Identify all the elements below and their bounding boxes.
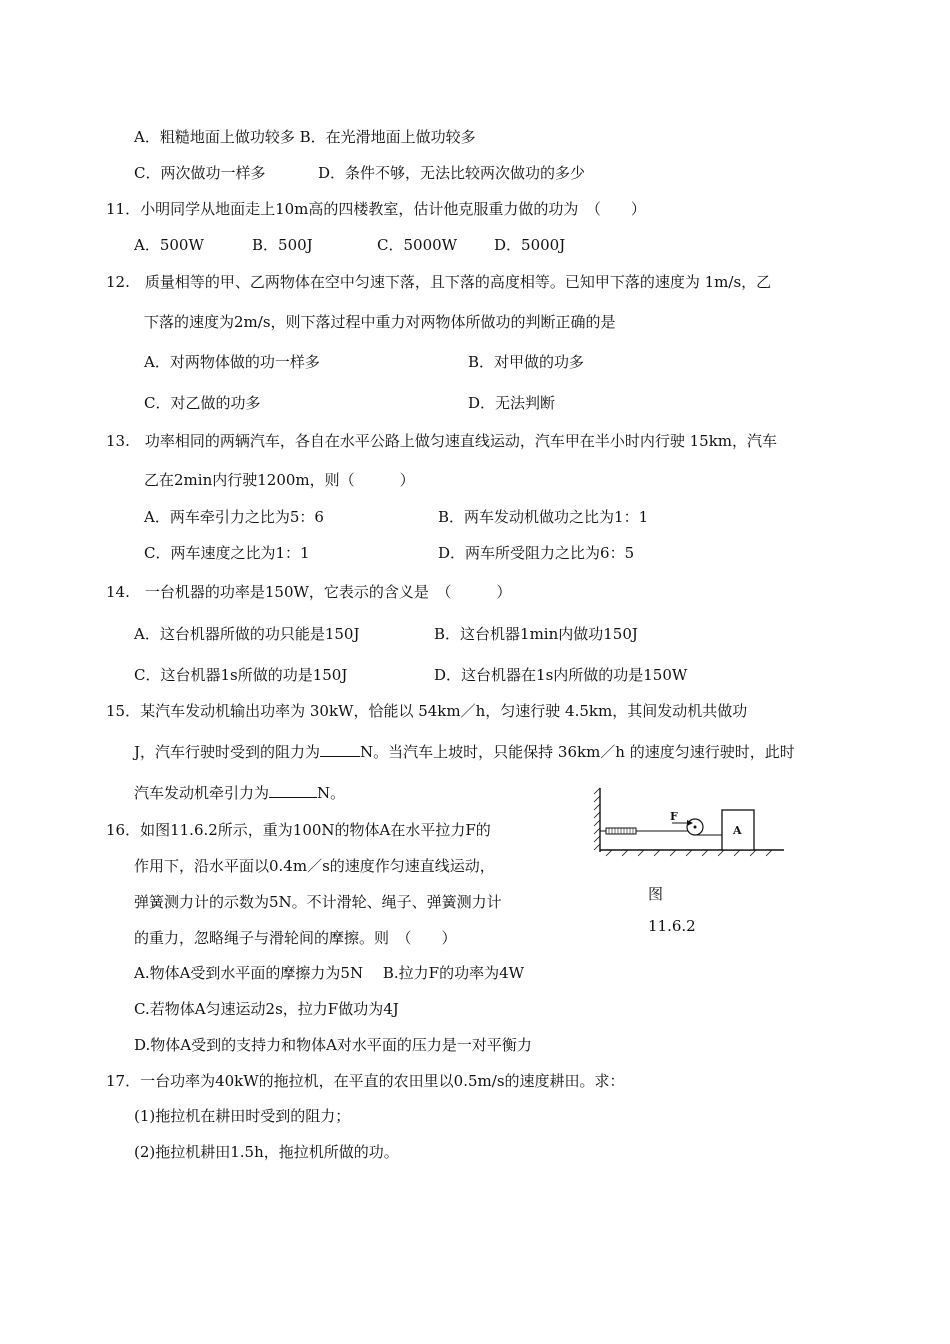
q10-option-d: D．条件不够，无法比较两次做功的多少 xyxy=(318,164,586,182)
rope xyxy=(636,819,722,835)
force-label: F xyxy=(670,810,678,823)
q12-stem-line2: 下落的速度为2m/s，则下落过程中重力对两物体所做功的判断正确的是 xyxy=(144,313,616,331)
block-label: A xyxy=(733,824,742,837)
q15-line2 xyxy=(134,742,795,762)
q16-stem-line2: 作用下，沿水平面以0.4m／s的速度作匀速直线运动， xyxy=(134,857,495,875)
q13-option-b: B．两车发动机做功之比为1：1 xyxy=(438,508,649,526)
figure-caption-line2: 11.6.2 xyxy=(648,917,696,935)
q17-part1: (1)拖拉机在耕田时受到的阻力； xyxy=(134,1107,351,1125)
q11-option-d: D．5000J xyxy=(494,236,566,254)
q14-option-b: B．这台机器1min内做功150J xyxy=(434,625,638,643)
q15-line2-text-b: N。当汽车上坡时，只能保持 36km／h 的速度匀速行驶时，此时 xyxy=(360,743,795,761)
wall xyxy=(594,788,600,852)
q16-stem-line3: 弹簧测力计的示数为5N。不计滑轮、绳子、弹簧测力计 xyxy=(134,893,502,911)
q14-option-c: C．这台机器1s所做的功是150J xyxy=(134,666,348,684)
q12-option-a: A．对两物体做的功一样多 xyxy=(144,353,320,371)
q15-line3-text-a: 汽车发动机牵引力为 xyxy=(134,784,270,802)
q13-option-d: D．两车所受阻力之比为6：5 xyxy=(438,544,635,562)
q13-stem-line2: 乙在2min内行驶1200m，则（ ） xyxy=(144,471,415,489)
q13-option-a: A．两车牵引力之比为5：6 xyxy=(144,508,324,526)
q10-option-c: C．两次做功一样多 xyxy=(134,164,266,182)
pulley-figure xyxy=(592,786,788,858)
q12-stem-line1: 12. 质量相等的甲、乙两物体在空中匀速下落，且下落的高度相等。已知甲下落的速度为 1m/s，乙 xyxy=(106,273,772,291)
q12-option-c: C．对乙做的功多 xyxy=(144,394,261,412)
q16-stem-line4: 的重力，忽略绳子与滑轮间的摩擦。则 （ ） xyxy=(134,929,457,947)
spring-scale xyxy=(600,828,636,834)
q17-stem: 17．一台功率为40kW的拖拉机，在平直的农田里以0.5m/s的速度耕田。求： xyxy=(106,1072,625,1090)
q16-stem-line1: 16．如图11.6.2所示，重为100N的物体A在水平拉力F的 xyxy=(106,821,491,839)
q15-line3 xyxy=(134,783,345,803)
q16-option-c: C.若物体A匀速运动2s，拉力F做功为4J xyxy=(134,1000,399,1018)
q14-option-d: D．这台机器在1s内所做的功是150W xyxy=(434,666,688,684)
q15-line2-text-a: J，汽车行驶时受到的阻力为 xyxy=(134,743,321,761)
q10-option-ab: A．粗糙地面上做功较多 B．在光滑地面上做功较多 xyxy=(134,128,476,146)
q11-stem: 11．小明同学从地面走上10m高的四楼教室，估计他克服重力做的功为 （ ） xyxy=(106,200,646,218)
figure-caption-line1: 图 xyxy=(648,885,664,903)
ground xyxy=(600,850,784,856)
q16-option-d: D.物体A受到的支持力和物体A对水平面的压力是一对平衡力 xyxy=(134,1036,532,1054)
q16-option-ab: A.物体A受到水平面的摩擦力为5N B.拉力F的功率为4W xyxy=(134,964,525,982)
q11-option-a: A．500W xyxy=(134,236,204,254)
q15-line3-text-b: N。 xyxy=(317,784,346,802)
q17-part2: (2)拖拉机耕田1.5h，拖拉机所做的功。 xyxy=(134,1143,399,1161)
q11-option-b: B．500J xyxy=(252,236,313,254)
q14-stem: 14. 一台机器的功率是150W，它表示的含义是 （ ） xyxy=(106,583,512,601)
q15-stem-line1: 15．某汽车发动机输出功率为 30kW，恰能以 54km／h，匀速行驶 4.5km，其间发动机共做功 xyxy=(106,702,748,720)
q11-option-c: C．5000W xyxy=(377,236,458,254)
q15-blank-traction[interactable] xyxy=(269,783,317,798)
q13-option-c: C．两车速度之比为1：1 xyxy=(144,544,310,562)
q12-option-d: D．无法判断 xyxy=(468,394,556,412)
q15-blank-resistance[interactable] xyxy=(320,742,360,757)
q14-option-a: A．这台机器所做的功只能是150J xyxy=(134,625,360,643)
q13-stem-line1: 13. 功率相同的两辆汽车，各自在水平公路上做匀速直线运动，汽车甲在半小时内行驶 15km，汽车 xyxy=(106,432,778,450)
q12-option-b: B．对甲做的功多 xyxy=(468,353,585,371)
